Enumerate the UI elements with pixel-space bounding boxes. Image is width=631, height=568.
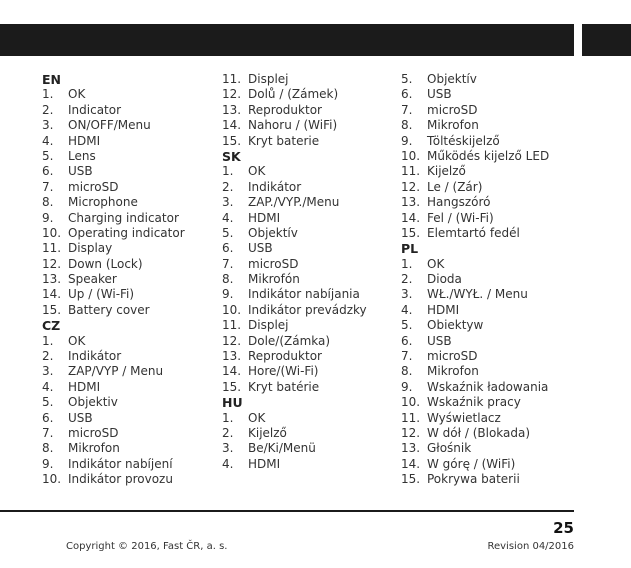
language-heading: HU (222, 395, 243, 411)
item-label: OK (248, 410, 266, 425)
item-number: 13. (401, 195, 421, 210)
list-item (42, 380, 185, 395)
item-label: Mikrofon (68, 441, 120, 456)
list-item (401, 72, 549, 87)
item-label: WŁ./WYŁ. / Menu (427, 287, 528, 302)
item-number: 14. (401, 456, 421, 471)
list-item (222, 226, 367, 241)
list-item (222, 257, 367, 272)
item-number: 1. (401, 256, 413, 271)
item-number: 13. (222, 349, 242, 364)
item-number: 13. (42, 272, 62, 287)
item-label: Hangszóró (427, 195, 491, 210)
item-label: OK (68, 333, 86, 348)
item-number: 10. (222, 302, 242, 317)
item-number: 8. (42, 195, 54, 210)
item-label: microSD (427, 102, 478, 117)
footer-divider (0, 510, 574, 512)
item-number: 4. (401, 302, 413, 317)
item-label: Nahoru / (WiFi) (248, 118, 338, 133)
item-label: Down (Lock) (68, 256, 143, 271)
item-number: 9. (401, 379, 413, 394)
list-item (401, 441, 549, 456)
item-number: 11. (401, 164, 421, 179)
language-heading: PL (401, 241, 419, 257)
list-item (42, 441, 185, 456)
language-heading: CZ (42, 318, 61, 334)
item-number: 15. (401, 472, 421, 487)
item-number: 7. (42, 425, 54, 440)
list-item (42, 87, 185, 102)
item-label: Töltéskijelző (427, 133, 500, 148)
list-item (401, 272, 549, 287)
item-label: ON/OFF/Menu (68, 118, 151, 133)
item-number: 12. (401, 425, 421, 440)
language-heading: SK (222, 148, 241, 164)
list-item (222, 87, 367, 102)
item-label: Speaker (68, 272, 117, 287)
list-item (401, 334, 549, 349)
item-number: 3. (222, 441, 234, 456)
list-item (401, 180, 549, 195)
item-number: 4. (222, 456, 234, 471)
item-label: Indikátor (68, 349, 122, 364)
item-number: 5. (42, 148, 54, 163)
item-number: 4. (42, 133, 54, 148)
column-2 (222, 72, 367, 472)
list-item (222, 211, 367, 226)
item-label: Dioda (427, 272, 462, 287)
list-item (401, 226, 549, 241)
item-number: 10. (42, 472, 62, 487)
item-number: 13. (401, 441, 421, 456)
list-item (222, 457, 367, 472)
list-item (222, 334, 367, 349)
list-item (401, 164, 549, 179)
list-item (42, 411, 185, 426)
list-item (222, 164, 367, 179)
item-label: Objektiv (68, 395, 118, 410)
item-number: 7. (401, 349, 413, 364)
item-number: 6. (42, 410, 54, 425)
item-label: Indikátor nabíjení (68, 456, 173, 471)
item-label: Dolů / (Zámek) (248, 87, 339, 102)
item-number: 7. (42, 179, 54, 194)
item-label: Wyświetlacz (427, 410, 501, 425)
item-number: 4. (222, 210, 234, 225)
list-item (42, 272, 185, 287)
item-label: Objektív (427, 72, 477, 86)
item-number: 15. (401, 225, 421, 240)
item-number: 12. (401, 179, 421, 194)
item-number: 9. (401, 133, 413, 148)
item-number: 4. (42, 379, 54, 394)
list-item (222, 72, 367, 87)
item-label: microSD (68, 179, 119, 194)
list-item (222, 411, 367, 426)
item-label: HDMI (427, 302, 460, 317)
item-number: 10. (401, 395, 421, 410)
list-item (401, 211, 549, 226)
list-item (401, 287, 549, 302)
item-label: Pokrywa baterii (427, 472, 520, 487)
item-number: 6. (401, 87, 413, 102)
item-label: HDMI (248, 210, 281, 225)
list-item (401, 134, 549, 149)
item-label: Mikrofón (248, 272, 300, 287)
item-label: Operating indicator (68, 225, 185, 240)
header-bar (0, 24, 574, 56)
item-label: Elemtartó fedél (427, 225, 520, 240)
list-item (222, 364, 367, 379)
item-label: Mikrofon (427, 364, 479, 379)
list-item (222, 195, 367, 210)
item-label: Displej (248, 72, 289, 86)
item-label: Reproduktor (248, 102, 322, 117)
item-label: Obiektyw (427, 318, 484, 333)
list-item (42, 472, 185, 487)
list-item (222, 380, 367, 395)
header-tab (582, 24, 631, 56)
item-label: ZAP/VYP / Menu (68, 364, 164, 379)
list-item (222, 180, 367, 195)
item-number: 15. (222, 133, 242, 148)
list-item (42, 226, 185, 241)
item-label: HDMI (68, 133, 101, 148)
item-label: Up / (Wi-Fi) (68, 287, 135, 302)
list-item (401, 395, 549, 410)
item-label: Fel / (Wi-Fi) (427, 210, 494, 225)
list-item (222, 303, 367, 318)
list-item (222, 441, 367, 456)
item-number: 2. (42, 102, 54, 117)
item-number: 10. (401, 148, 421, 163)
list-item (42, 134, 185, 149)
list-item (42, 426, 185, 441)
list-item (222, 118, 367, 133)
item-label: Indikátor provozu (68, 472, 173, 487)
item-label: W dół / (Blokada) (427, 425, 531, 440)
item-number: 14. (222, 118, 242, 133)
item-label: Kryt baterie (248, 133, 320, 148)
item-label: microSD (68, 425, 119, 440)
item-number: 1. (42, 87, 54, 102)
item-number: 15. (42, 302, 62, 317)
list-item (401, 257, 549, 272)
list-item (42, 257, 185, 272)
item-label: HDMI (248, 456, 281, 471)
list-item (401, 426, 549, 441)
list-item (222, 272, 367, 287)
list-item (222, 318, 367, 333)
item-number: 5. (42, 395, 54, 410)
item-number: 12. (42, 256, 62, 271)
item-label: Indicator (68, 102, 122, 117)
list-item (42, 303, 185, 318)
list-item (401, 303, 549, 318)
list-item (401, 364, 549, 379)
item-number: 1. (222, 410, 234, 425)
list-item (222, 426, 367, 441)
item-number: 6. (222, 241, 234, 256)
item-label: Le / (Zár) (427, 179, 483, 194)
item-label: microSD (427, 349, 478, 364)
item-number: 11. (222, 72, 242, 86)
item-number: 1. (42, 333, 54, 348)
item-label: W górę / (WiFi) (427, 456, 516, 471)
language-heading: EN (42, 72, 62, 87)
item-label: USB (68, 164, 93, 179)
list-item (42, 164, 185, 179)
item-number: 6. (42, 164, 54, 179)
item-number: 5. (222, 225, 234, 240)
item-number: 2. (222, 179, 234, 194)
list-item (401, 318, 549, 333)
item-number: 14. (222, 364, 242, 379)
column-3 (401, 72, 549, 488)
list-item (42, 457, 185, 472)
item-number: 9. (42, 210, 54, 225)
item-number: 8. (401, 364, 413, 379)
list-item (222, 349, 367, 364)
item-label: Battery cover (68, 302, 150, 317)
item-number: 3. (401, 287, 413, 302)
item-number: 7. (401, 102, 413, 117)
list-item (42, 211, 185, 226)
item-number: 7. (222, 256, 234, 271)
item-label: Be/Ki/Menü (248, 441, 316, 456)
item-number: 5. (401, 318, 413, 333)
list-item (401, 472, 549, 487)
list-item (42, 334, 185, 349)
item-number: 2. (401, 272, 413, 287)
list-item (42, 195, 185, 210)
item-number: 9. (222, 287, 234, 302)
item-label: Hore/(Wi-Fi) (248, 364, 319, 379)
page-number: 25 (553, 519, 574, 537)
item-number: 3. (222, 195, 234, 210)
item-number: 8. (401, 118, 413, 133)
list-item (42, 364, 185, 379)
item-label: USB (427, 87, 452, 102)
list-item (401, 380, 549, 395)
item-label: USB (68, 410, 93, 425)
list-item (42, 103, 185, 118)
item-label: ZAP./VYP./Menu (248, 195, 340, 210)
item-label: Mikrofon (427, 118, 479, 133)
list-item (401, 118, 549, 133)
copyright-text: Copyright © 2016, Fast ČR, a. s. (66, 541, 228, 552)
list-item (401, 411, 549, 426)
item-label: Kijelző (248, 425, 287, 440)
item-number: 1. (222, 164, 234, 179)
revision-text: Revision 04/2016 (487, 541, 574, 552)
item-number: 3. (42, 364, 54, 379)
list-item (42, 395, 185, 410)
list-item (222, 241, 367, 256)
item-number: 2. (222, 425, 234, 440)
item-label: Reproduktor (248, 349, 322, 364)
item-label: Dole/(Zámka) (248, 333, 331, 348)
item-label: Indikátor prevádzky (248, 302, 367, 317)
item-number: 14. (401, 210, 421, 225)
item-label: Kijelző (427, 164, 466, 179)
item-label: Microphone (68, 195, 138, 210)
item-label: microSD (248, 256, 299, 271)
list-item (401, 149, 549, 164)
item-number: 8. (42, 441, 54, 456)
item-label: USB (248, 241, 273, 256)
list-item (222, 103, 367, 118)
item-number: 3. (42, 118, 54, 133)
list-item (401, 103, 549, 118)
item-number: 15. (222, 379, 242, 394)
item-label: Indikátor (248, 179, 302, 194)
item-label: Kryt batérie (248, 379, 320, 394)
list-item (42, 118, 185, 133)
list-item (401, 87, 549, 102)
item-number: 12. (222, 333, 242, 348)
item-label: OK (427, 256, 445, 271)
list-item (401, 195, 549, 210)
item-number: 13. (222, 102, 242, 117)
item-label: Objektív (248, 225, 298, 240)
item-label: OK (248, 164, 266, 179)
item-number: 14. (42, 287, 62, 302)
item-label: Működés kijelző LED (427, 148, 550, 163)
item-label: Charging indicator (68, 210, 179, 225)
item-label: Głośnik (427, 441, 472, 456)
item-label: OK (68, 87, 86, 102)
item-number: 5. (401, 72, 413, 86)
item-label: Wskaźnik pracy (427, 395, 521, 410)
item-number: 11. (222, 318, 242, 333)
list-item (222, 287, 367, 302)
item-number: 11. (42, 241, 62, 256)
item-number: 9. (42, 456, 54, 471)
item-label: USB (427, 333, 452, 348)
item-label: HDMI (68, 379, 101, 394)
list-item (42, 349, 185, 364)
item-number: 2. (42, 349, 54, 364)
item-label: Displej (248, 318, 289, 333)
list-item (42, 287, 185, 302)
item-number: 12. (222, 87, 242, 102)
item-number: 8. (222, 272, 234, 287)
item-number: 10. (42, 225, 62, 240)
item-number: 11. (401, 410, 421, 425)
column-1 (42, 72, 185, 488)
list-item (42, 149, 185, 164)
list-item (222, 134, 367, 149)
list-item (42, 180, 185, 195)
item-label: Display (68, 241, 113, 256)
item-label: Wskaźnik ładowania (427, 379, 549, 394)
list-item (401, 349, 549, 364)
list-item (42, 241, 185, 256)
item-label: Indikátor nabíjania (248, 287, 360, 302)
item-number: 6. (401, 333, 413, 348)
item-label: Lens (68, 148, 96, 163)
list-item (401, 457, 549, 472)
